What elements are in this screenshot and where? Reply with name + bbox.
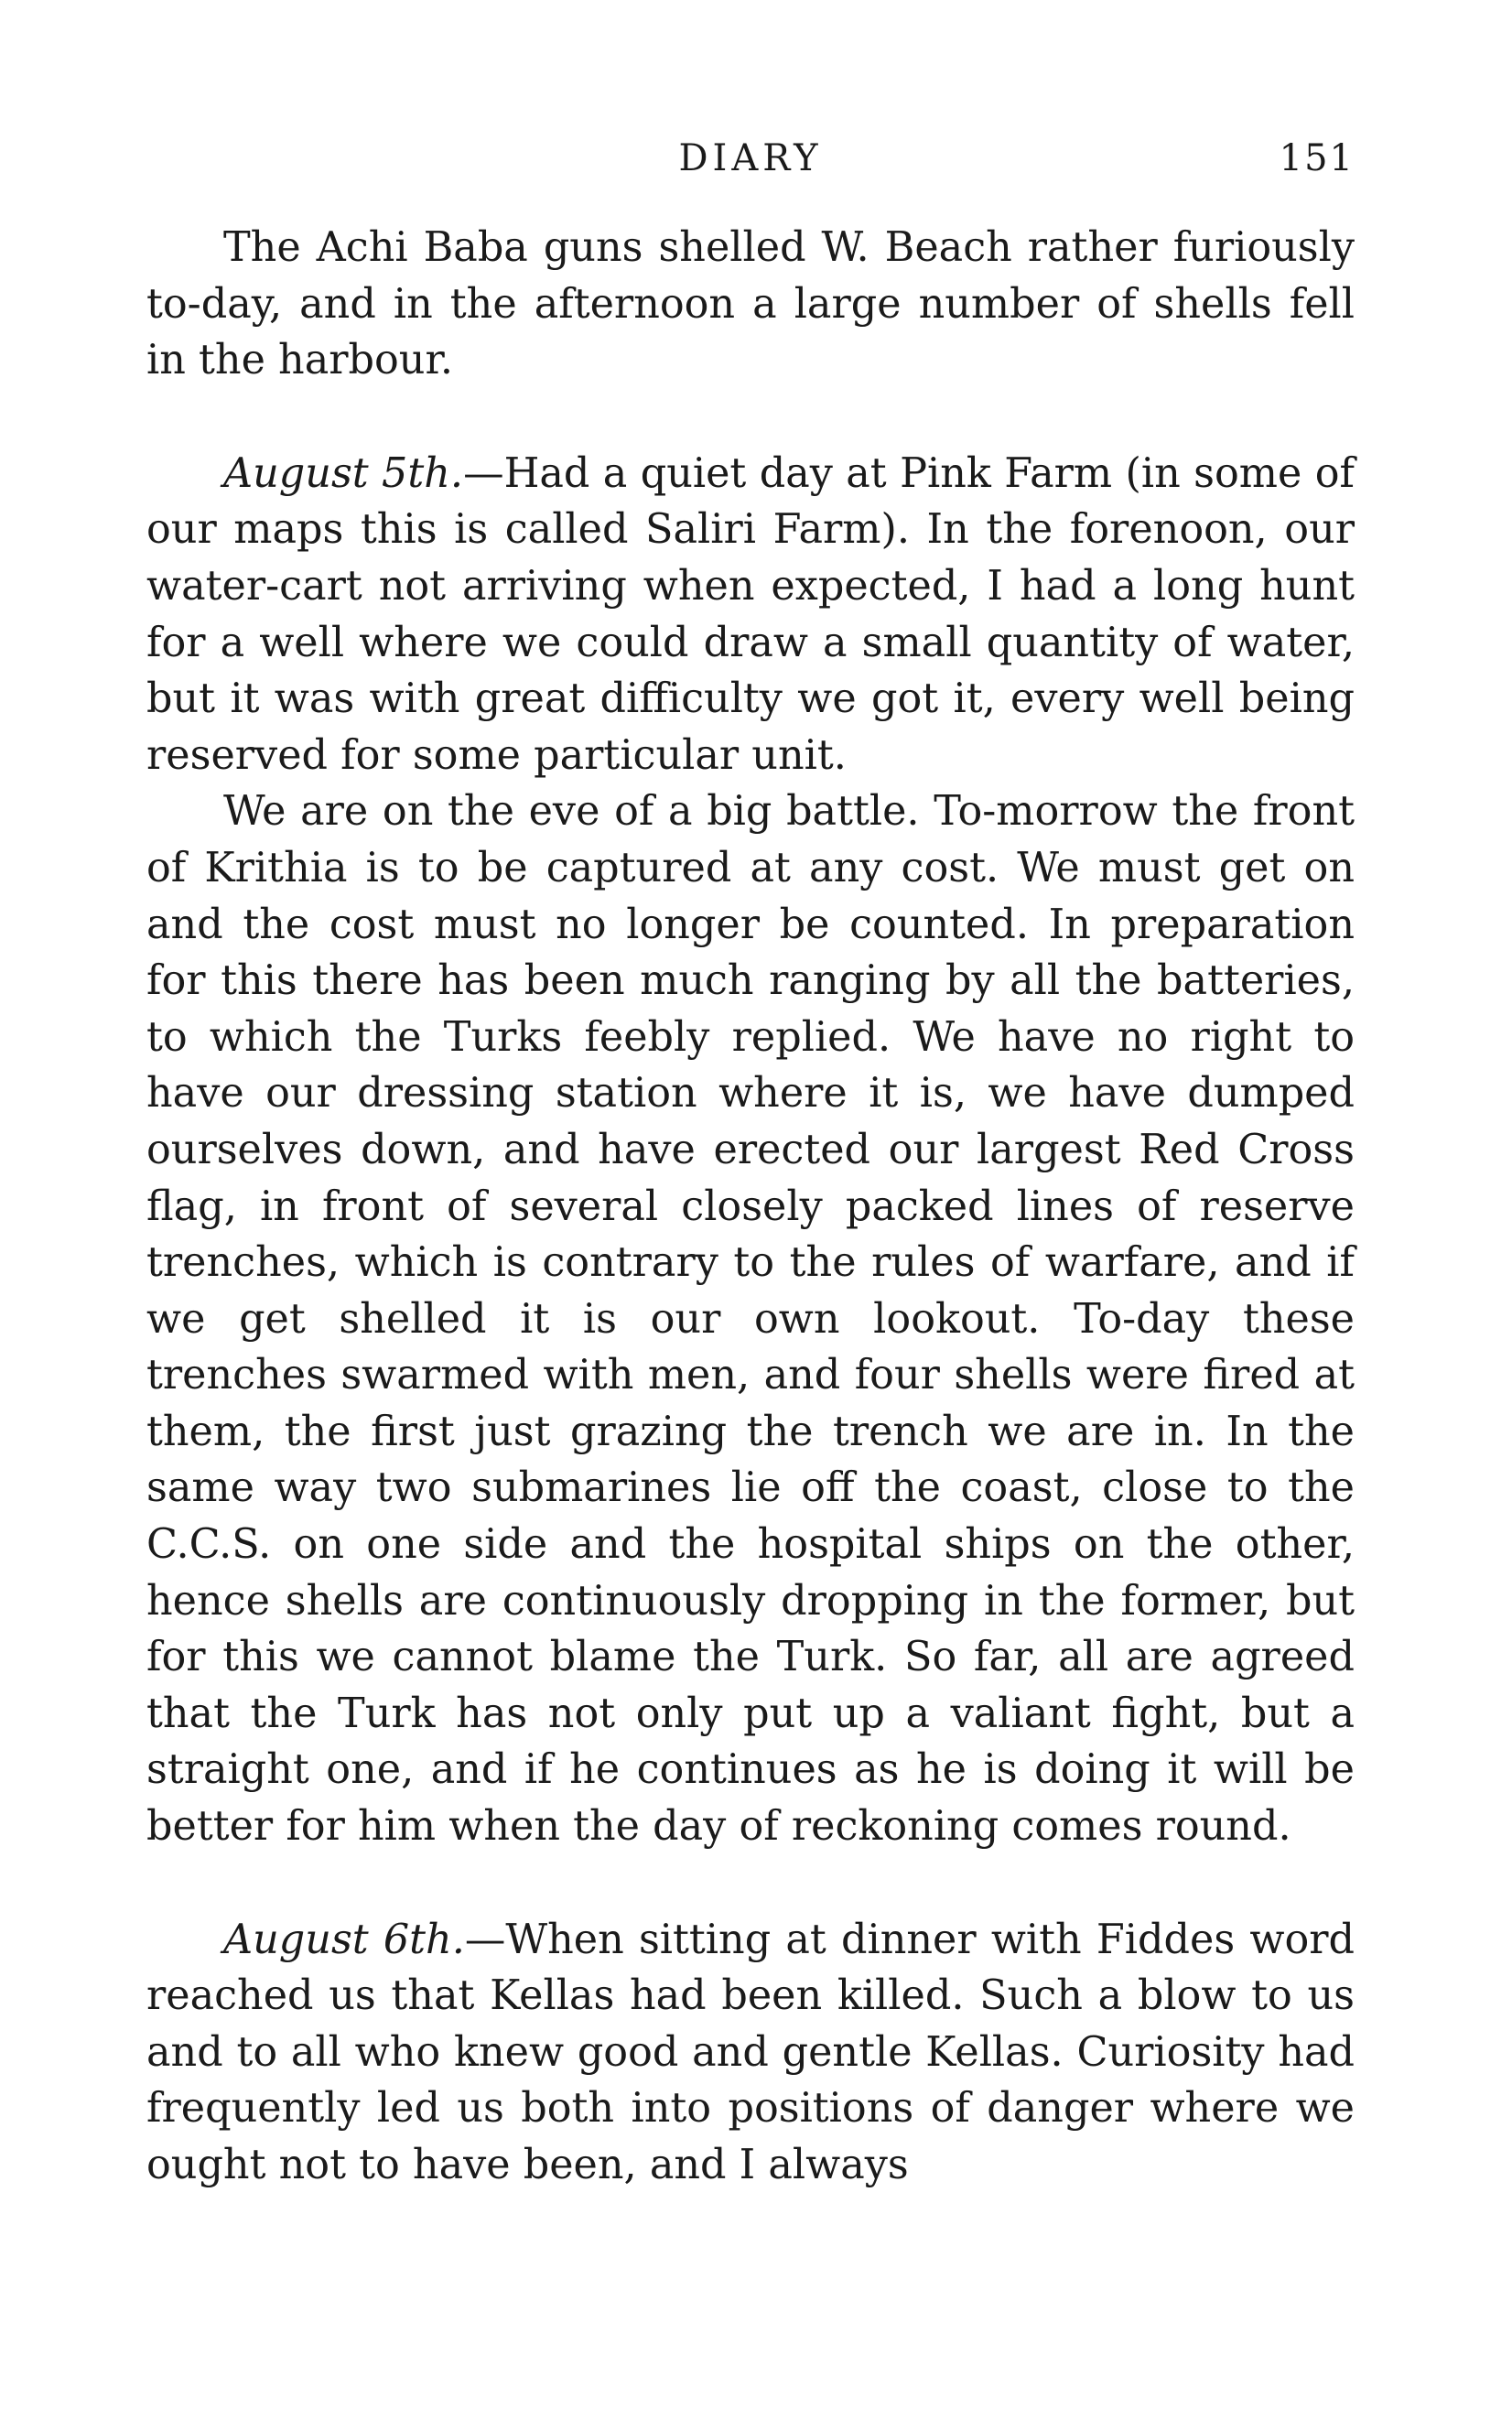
body-text (146, 220, 1355, 2194)
running-head (146, 137, 1355, 192)
diary-entry-august-6 (146, 1912, 1355, 2194)
paragraph-eve-of-battle: We are on the eve of a big battle. To-morrow the front of Krithia is to be captured at any cost. We must get on and the cost must no longer be counted. In preparation for this there has been much ranging by all the batteries, to which the Turks feebly replied. We have no right to have our dressing station where it is, we have dumped ourselves down, and have erected our largest Red Cross flag, in front of several closely packed lines of reserve trenches, which is contrary to the rules of warfare, and if we get shelled it is our own lookout. To-day these trenches swarmed with men, and four shells were fired at them, the first just grazing the trench we are in. In the same way two submarines lie off the coast, close to the C.C.S. on one side and the hospital ships on the other, hence shells are continuously dropping in the former, but for this we cannot blame the Turk. So far, all are agreed that the Turk has not only put up a valiant fight, but a straight one, and if he continues as he is doing it will be better for him when the day of reckoning comes round. (146, 788, 1355, 1851)
running-title: DIARY (678, 137, 823, 179)
paragraph-achi-baba: The Achi Baba guns shelled W. Beach rather furiously to-day, and in the afternoon a large number of shells fell in the harbour. (146, 224, 1355, 384)
entry-text-august-6: —When sitting at dinner with Fiddes word reached us that Kellas had been killed. Such a blow to us and to all who knew good and gentle Kellas. Curiosity had frequently led us both into positions of danger where we ought not to have been, and I always (146, 1916, 1355, 2188)
entry-date-august-5: August 5th. (223, 449, 464, 497)
page-number: 151 (1279, 137, 1355, 179)
diary-entry-august-5 (146, 446, 1355, 784)
entry-text-august-5: —Had a quiet day at Pink Farm (in some of our maps this is called Saliri Farm). In the forenoon, our water-cart not arriving when expected, I had a long hunt for a well where we could draw a small quantity of water, but it was with great difficulty we got it, every well being reserved for some particular unit. (146, 449, 1355, 779)
entry-date-august-6: August 6th. (223, 1916, 465, 1963)
